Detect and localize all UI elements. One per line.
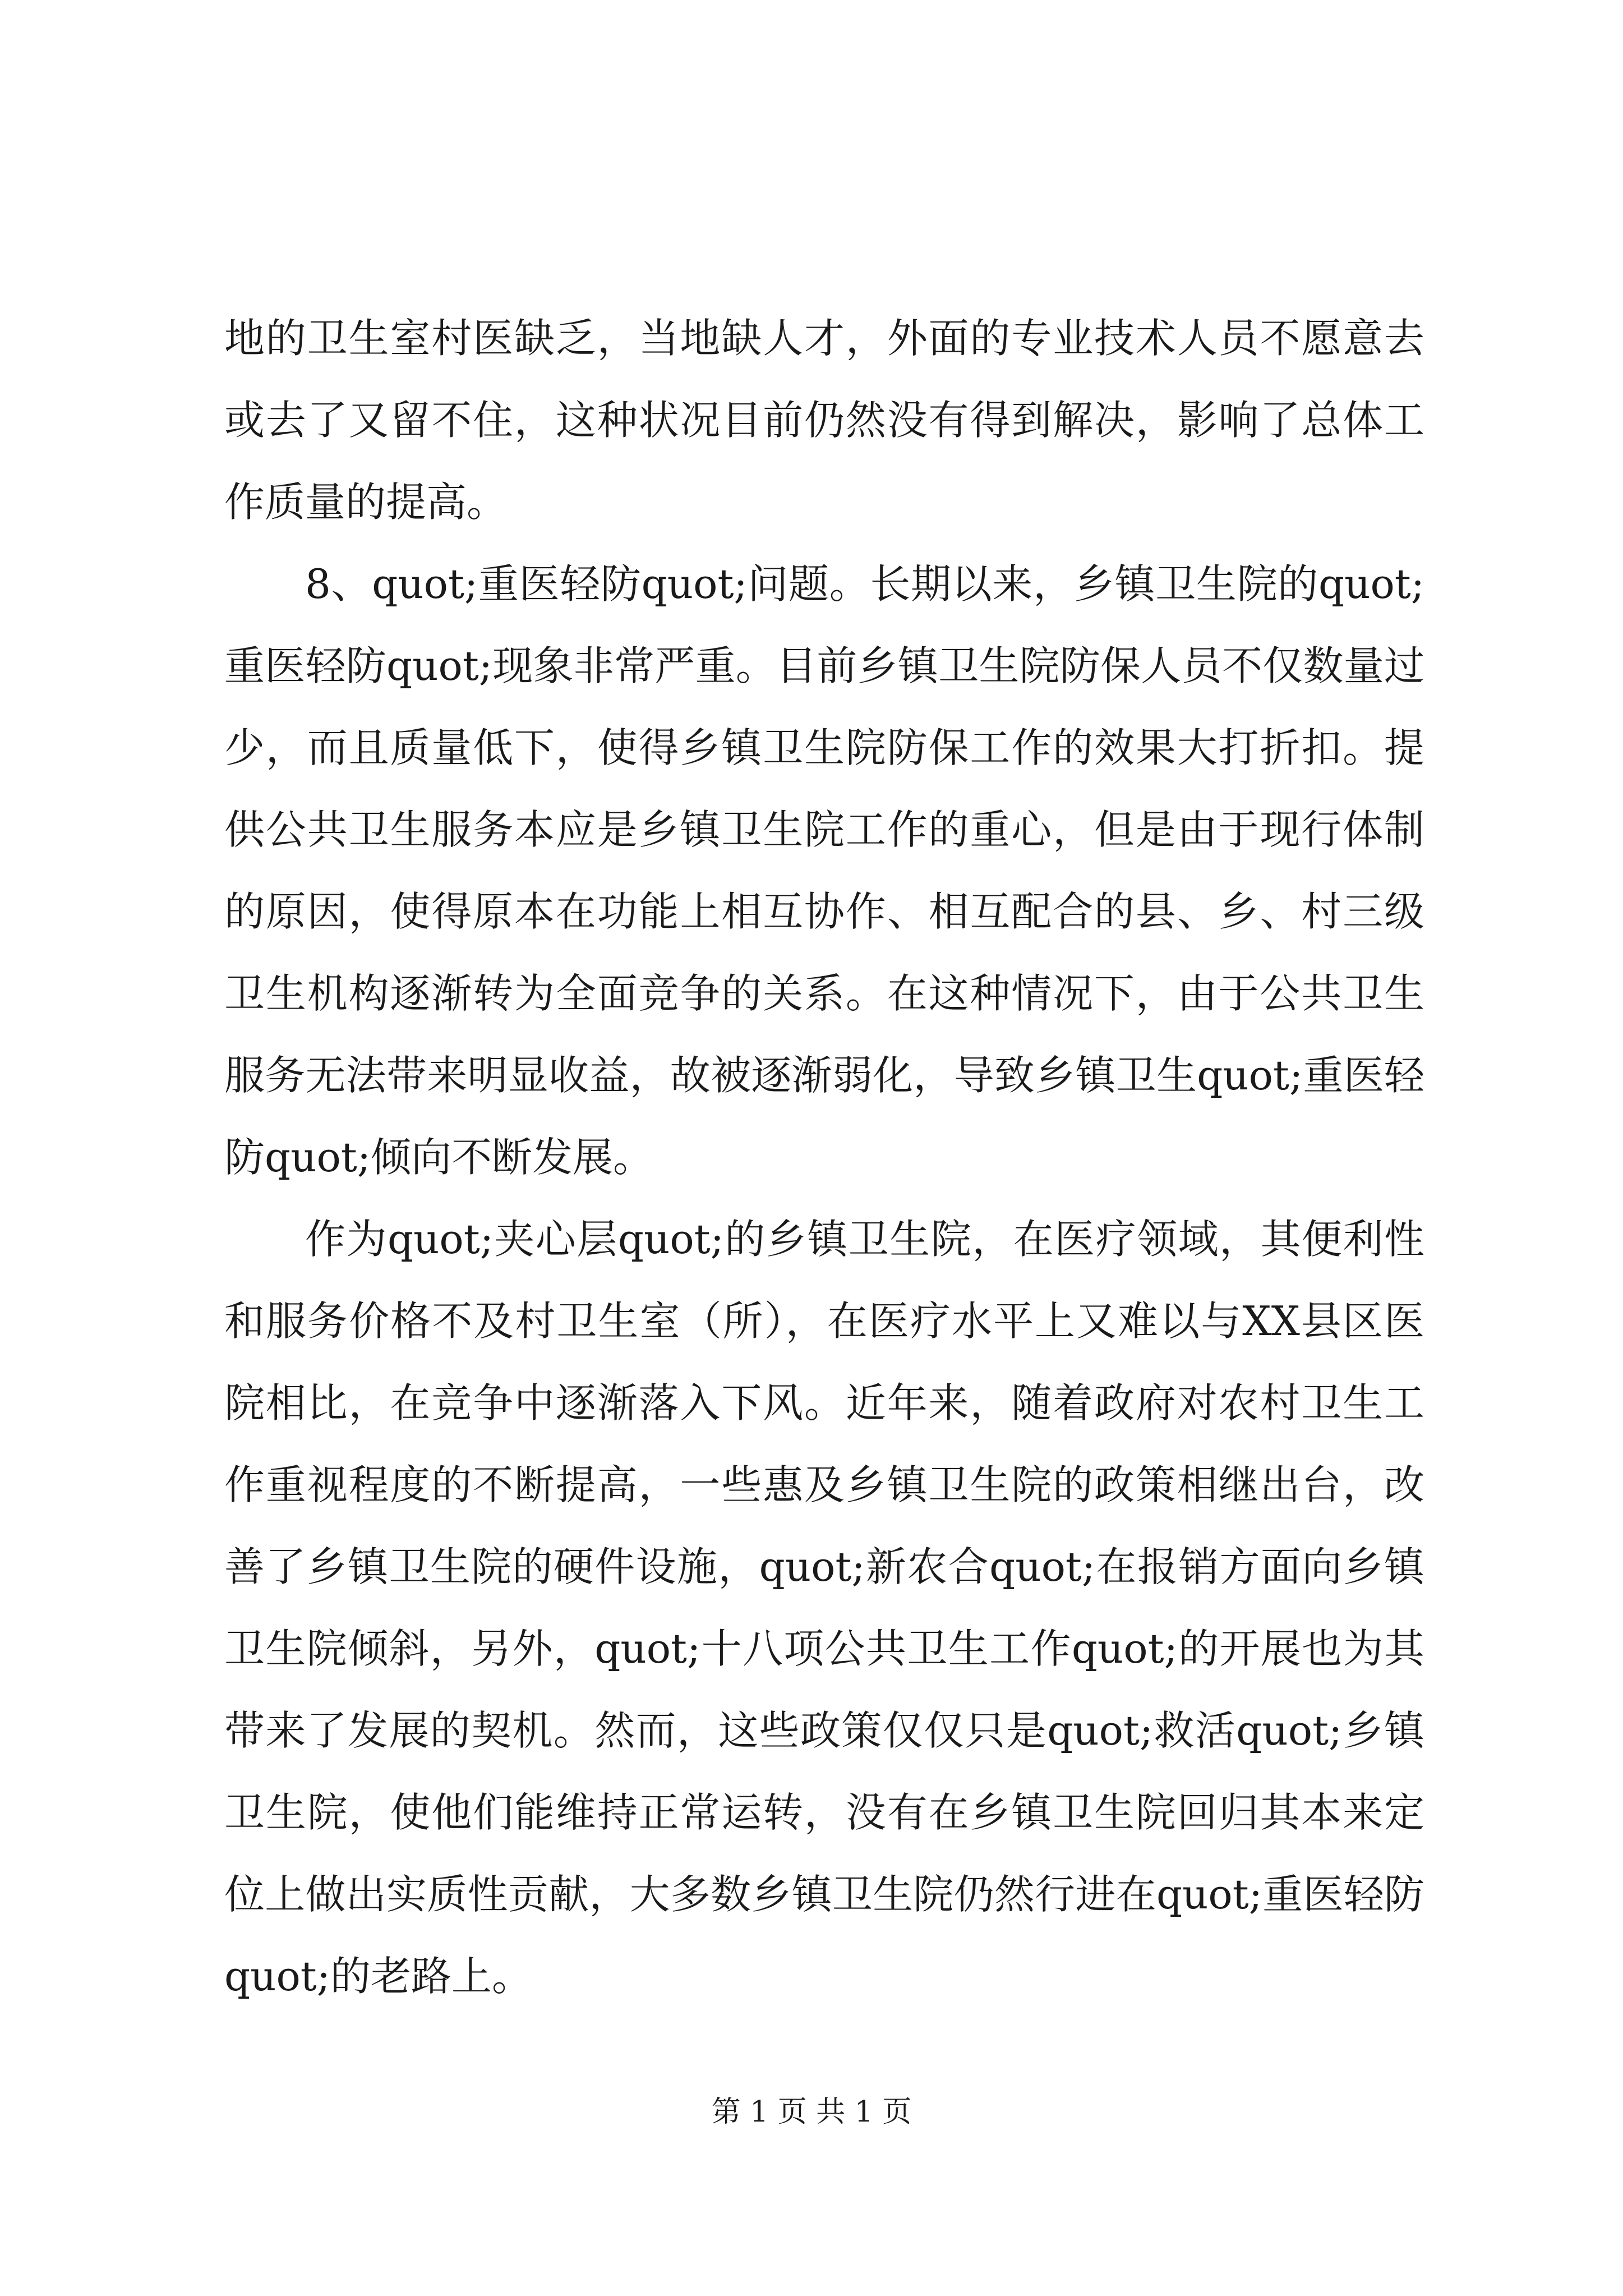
paragraph-continuation: 地的卫生室村医缺乏，当地缺人才，外面的专业技术人员不愿意去或去了又留不住，这种状况目前仍然没有得到解决，影响了总体工作质量的提高。 [224,315,1424,526]
document-body [224,297,1424,2017]
page-footer: 第 1 页 共 1 页 [711,2095,912,2129]
paragraph-sandwich-layer: 作为quot;夹心层quot;的乡镇卫生院，在医疗领域，其便利性和服务价格不及村卫生室（所），在医疗水平上又难以与XX县区医院相比，在竞争中逐渐落入下风。近年来，随着政府对农村卫生工作重视程度的不断提高，一些惠及乡镇卫生院的政策相继出台，改善了乡镇卫生院的硬件设施，quot;新农合quot;在报销方面向乡镇卫生院倾斜，另外，quot;十八项公共卫生工作quot;的开展也为其带来了发展的契机。然而，这些政策仅仅只是quot;救活quot;乡镇卫生院，使他们能维持正常运转，没有在乡镇卫生院回归其本来定位上做出实质性贡献，大多数乡镇卫生院仍然行进在quot;重医轻防quot;的老路上。 [224,1216,1424,2000]
paragraph-item-8: 8、quot;重医轻防quot;问题。长期以来，乡镇卫生院的quot;重医轻防quot;现象非常严重。目前乡镇卫生院防保人员不仅数量过少，而且质量低下，使得乡镇卫生院防保工作的效果大打折扣。提供公共卫生服务本应是乡镇卫生院工作的重心，但是由于现行体制的原因，使得原本在功能上相互协作、相互配合的县、乡、村三级卫生机构逐渐转为全面竞争的关系。在这种情况下，由于公共卫生服务无法带来明显收益，故被逐渐弱化，导致乡镇卫生quot;重医轻防quot;倾向不断发展。 [224,560,1424,1181]
